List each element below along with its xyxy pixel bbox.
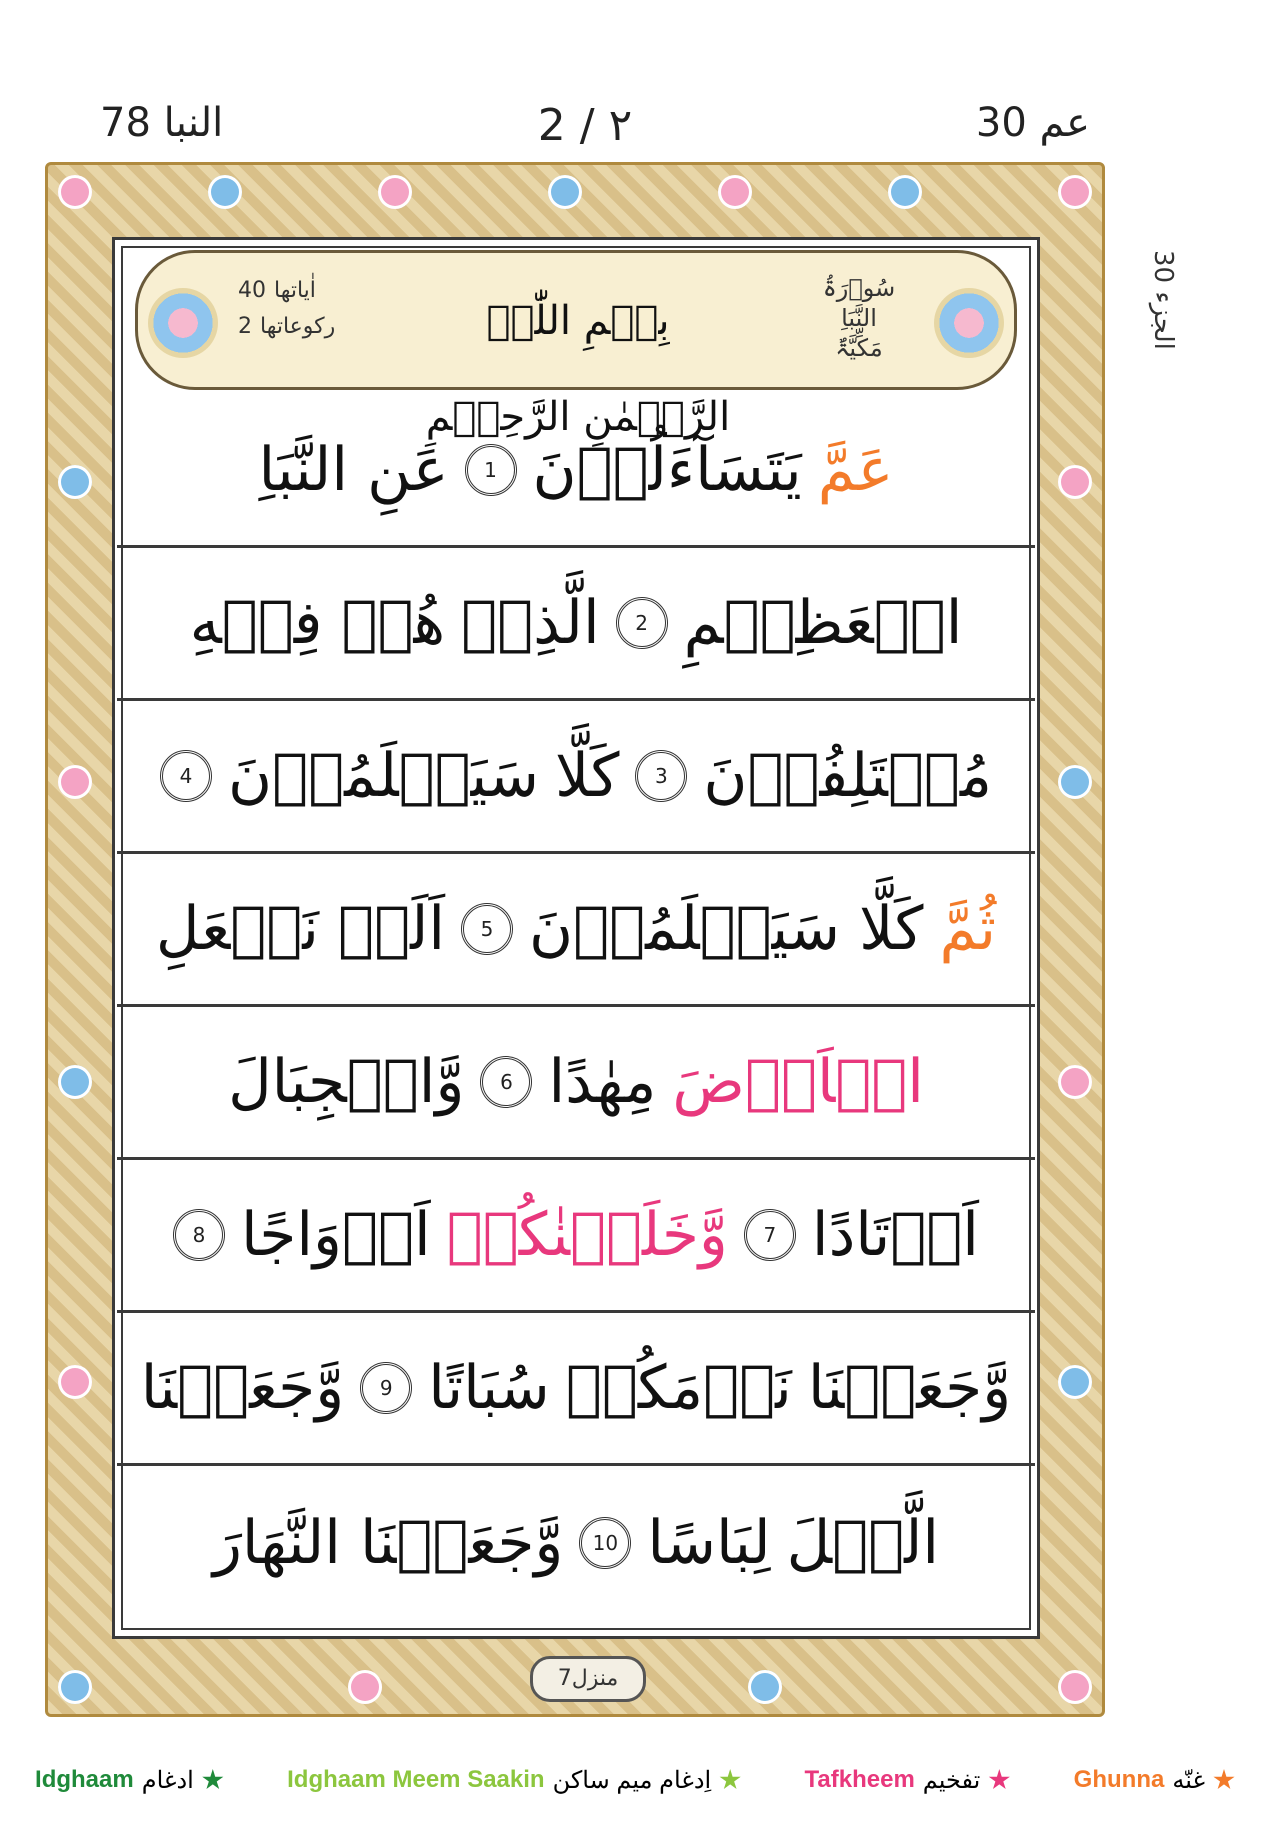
flower-icon: [748, 1670, 782, 1704]
header-surah: النبا 78: [100, 100, 224, 146]
verse-word: مُخۡتَلِفُوۡنَ: [703, 741, 992, 811]
verse-word: الَّذِیۡ: [461, 588, 600, 658]
legend-english: Ghunna: [1073, 1766, 1165, 1793]
flower-icon: [1058, 1670, 1092, 1704]
star-icon: [1213, 1769, 1235, 1791]
verse-line-8: [117, 1466, 1035, 1619]
verse-line-3: [117, 701, 1035, 854]
surah-name: [794, 273, 924, 369]
verse-line-5: [117, 1007, 1035, 1160]
flower-icon: [1058, 1065, 1092, 1099]
flower-icon: [888, 175, 922, 209]
page-header: [80, 100, 1090, 160]
verse-word: وَّجَعَلۡنَا: [140, 1353, 345, 1423]
verse-word: وَّجَعَلۡنَا النَّهَارَ: [212, 1507, 564, 1578]
ayah-number-marker: 7: [744, 1209, 796, 1261]
ayat-label: اٰیاتها: [274, 278, 316, 303]
verse-word: کَلَّا سَیَعۡلَمُوۡنَ: [529, 894, 924, 964]
verse-word: هُمۡ فِیۡهِ: [189, 588, 446, 658]
legend-english: Idghaam Meem Saakin: [287, 1766, 545, 1793]
flower-icon: [1058, 1365, 1092, 1399]
verse-lines: [117, 395, 1035, 1619]
flower-icon: [1058, 465, 1092, 499]
flower-icon: [548, 175, 582, 209]
star-icon: [719, 1769, 741, 1791]
verse-word: عَمَّ: [817, 435, 894, 505]
surah-word: سُوۡرَۃُ: [822, 274, 896, 302]
legend-item-idghaam-meem-saakin: [287, 1766, 741, 1795]
legend-item-ghunna: [1074, 1766, 1235, 1795]
verse-word: اَلَمۡ نَجۡعَلِ: [155, 894, 446, 964]
verse-line-7: [117, 1313, 1035, 1466]
ayah-number-marker: 1: [465, 444, 517, 496]
star-icon: [202, 1769, 224, 1791]
verse-word: سَیَعۡلَمُوۡنَ: [228, 741, 540, 811]
ruku-count: 2: [238, 314, 252, 339]
ayah-number-marker: 9: [360, 1362, 412, 1414]
verse-line-2: [117, 548, 1035, 701]
verse-word: مِهٰدًا: [548, 1047, 657, 1117]
star-icon: [988, 1769, 1010, 1791]
ornament-icon: [934, 288, 1004, 358]
legend-arabic: تفخیم: [922, 1766, 981, 1794]
verse-word: اَوۡتَادًا: [811, 1200, 979, 1270]
flower-icon: [1058, 765, 1092, 799]
flower-icon: [58, 175, 92, 209]
ayah-number-marker: 4: [160, 750, 212, 802]
ruku-label: رکوعاتها: [260, 314, 336, 339]
ornament-icon: [148, 288, 218, 358]
flower-icon: [58, 1365, 92, 1399]
tajweed-legend: [35, 1755, 1235, 1805]
header-juz: عم 30: [975, 100, 1090, 146]
verse-word: وَّخَلَقۡنٰکُمۡ: [446, 1200, 728, 1270]
verse-line-4: [117, 854, 1035, 1007]
flower-icon: [208, 175, 242, 209]
flower-icon: [378, 175, 412, 209]
verse-word: یَتَسَآءَلُوۡنَ: [532, 435, 802, 505]
verse-line-1: [117, 395, 1035, 548]
verse-word: نَوۡمَکُمۡ: [565, 1353, 792, 1423]
ayah-number-marker: 5: [461, 903, 513, 955]
legend-item-idghaam: [35, 1766, 224, 1795]
juz-side-marker: الجزء 30: [1148, 250, 1178, 350]
verse-word: الَّیۡلَ: [786, 1507, 940, 1578]
ayah-number-marker: 6: [480, 1056, 532, 1108]
verse-word: عَنِ النَّبَاِ: [258, 435, 449, 505]
verse-word: سُبَاتًا: [428, 1353, 550, 1423]
legend-arabic: ادغام: [141, 1766, 194, 1794]
legend-item-tafkheem: [805, 1766, 1011, 1795]
bismillah: بِسۡمِ اللّٰہِ الرَّحۡمٰنِ الرَّحِیۡمِ: [425, 298, 731, 440]
flower-icon: [718, 175, 752, 209]
flower-icon: [58, 1670, 92, 1704]
verse-word: الۡعَظِیۡمِ: [683, 588, 963, 658]
verse-word: اَزۡوَاجًا: [241, 1200, 431, 1270]
surah-header: [135, 250, 1017, 440]
ayah-number-marker: 10: [579, 1517, 631, 1569]
verse-word: وَّالۡجِبَالَ: [228, 1047, 465, 1117]
legend-arabic: غنّه: [1172, 1766, 1205, 1794]
ayah-number-marker: 2: [616, 597, 668, 649]
header-page-number: 2 / ٢: [537, 100, 633, 151]
ayat-count: 40: [238, 278, 266, 303]
flower-icon: [1058, 175, 1092, 209]
legend-english: Idghaam: [35, 1766, 134, 1793]
verse-word: وَّجَعَلۡنَا: [807, 1353, 1012, 1423]
verse-word: الۡاَرۡضَ: [672, 1047, 924, 1117]
flower-icon: [58, 765, 92, 799]
verse-word: لِبَاسًا: [647, 1507, 771, 1578]
surah-revelation: مَکِّیَّۃٌ: [835, 334, 883, 362]
legend-english: Tafkheem: [804, 1766, 915, 1793]
ayah-number-marker: 3: [635, 750, 687, 802]
flower-icon: [348, 1670, 382, 1704]
ayah-number-marker: 8: [173, 1209, 225, 1261]
flower-icon: [58, 465, 92, 499]
manzil-badge: منزل7: [530, 1656, 646, 1702]
verse-line-6: [117, 1160, 1035, 1313]
flower-icon: [58, 1065, 92, 1099]
verse-word: ثُمَّ: [939, 894, 997, 964]
legend-arabic: اِدغام میم ساکن: [552, 1766, 712, 1794]
surah-info-counts: [238, 273, 388, 369]
surah-title: النَّبَاِ: [841, 304, 877, 332]
verse-word: کَلَّا: [555, 741, 620, 811]
